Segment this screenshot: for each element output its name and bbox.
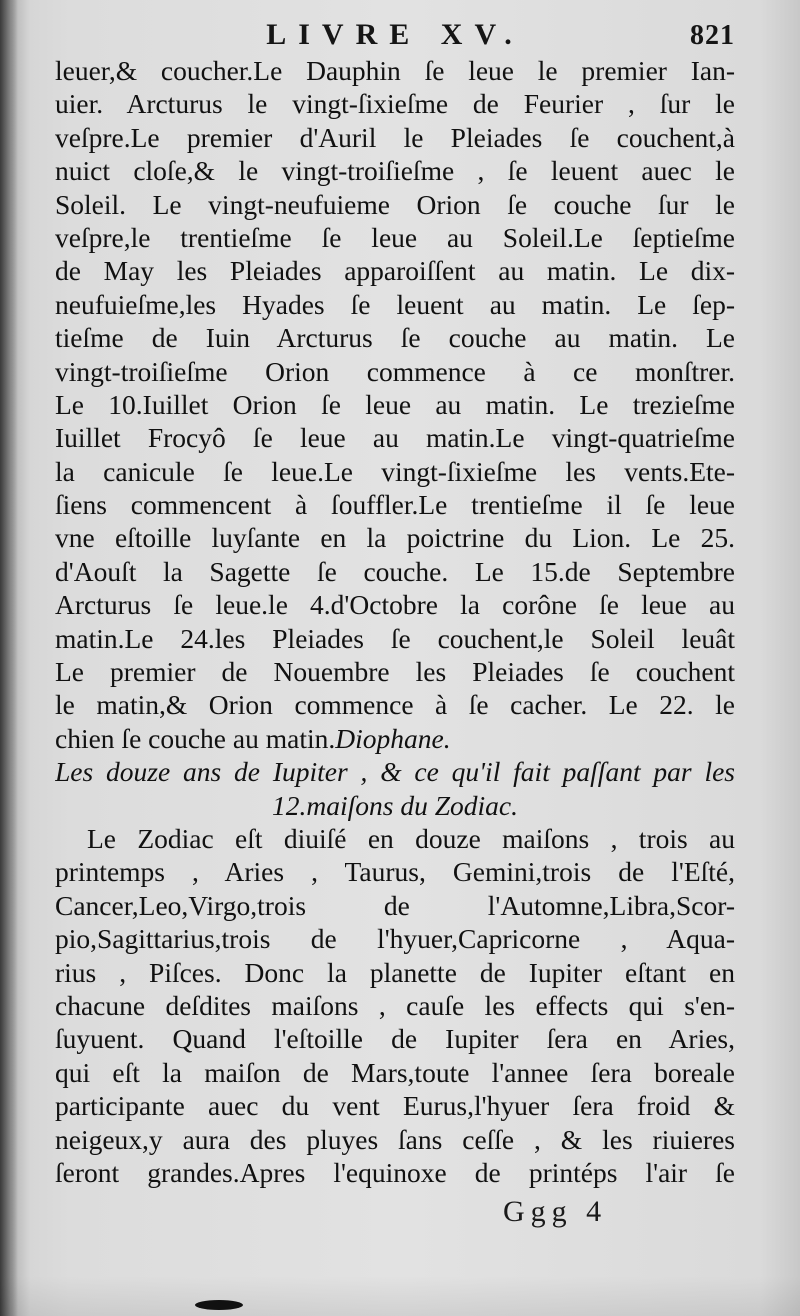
page-shadow (0, 1276, 800, 1316)
text-line: d'Aouſt la Sagette ſe couche. Le 15.de Septembre (55, 555, 735, 587)
text-line: neufuieſme,les Hyades ſe leuent au matin. Le ſep- (55, 288, 735, 320)
text-line: Le 10.Iuillet Orion ſe leue au matin. Le trezieſme (55, 388, 735, 420)
text-line: ſeront grandes.Apres l'equinoxe de printéps l'air ſe (55, 1156, 735, 1188)
text-line: ſuyuent. Quand l'eſtoille de Iupiter ſera en Aries, (55, 1023, 735, 1055)
text-line: Arcturus ſe leue.le 4.d'Octobre la corône ſe leue au (55, 589, 735, 621)
text-line: chacune deſdites maiſons , cauſe les effects qui s'en- (55, 989, 735, 1021)
paragraph-first-line: Le Zodiac eſt diuiſé en douze maiſons , trois au (87, 822, 735, 854)
text-line: qui eſt la maiſon de Mars,toute l'annee ſera boreale (55, 1056, 735, 1088)
text-line: vne eſtoille luyſante en la poictrine du Lion. Le 25. (55, 522, 735, 554)
text-line: tieſme de Iuin Arcturus ſe couche au matin. Le (55, 322, 735, 354)
text-line: Cancer,Leo,Virgo,trois de l'Automne,Libra,Scor- (55, 889, 735, 921)
text-line: vingt-troiſieſme Orion commence à ce monſtrer. (55, 355, 735, 387)
text-block (55, 54, 735, 1189)
page-header (55, 14, 735, 58)
text-line: matin.Le 24.les Pleiades ſe couchent,le Soleil leuât (55, 622, 735, 654)
catchword-signature: Ggg 4 (503, 1195, 608, 1228)
section-heading-cont: 12.maiſons du Zodiac. (272, 789, 518, 821)
author-attribution: Diophane. (335, 722, 451, 754)
text-line: Soleil. Le vingt-neufuieme Orion ſe couche ſur le (55, 188, 735, 220)
text-line: de May les Pleiades apparoiſſent au matin. Le dix- (55, 255, 735, 287)
text-line: neigeux,y aura des pluyes ſans ceſſe , & les riuieres (55, 1123, 735, 1155)
text-line: nuict cloſe,& le vingt-troiſieſme , ſe leuent auec le (55, 155, 735, 187)
text-line: leuer,& coucher.Le Dauphin ſe leue le premier Ian- (55, 55, 735, 86)
binding-gutter (0, 0, 18, 1316)
text-line: Iuillet Frocyô ſe leue au matin.Le vingt-quatrieſme (55, 422, 735, 454)
text-line-final (55, 722, 735, 755)
text-line: printemps , Aries , Taurus, Gemini,trois de l'Eſté, (55, 856, 735, 888)
text-line: pio,Sagittarius,trois de l'hyuer,Capricorne , Aqua- (55, 923, 735, 955)
text-line: Le premier de Nouembre les Pleiades ſe couchent (55, 656, 735, 688)
text-line: la canicule ſe leue.Le vingt-ſixieſme les vents.Ete- (55, 455, 735, 487)
text-line: veſpre,le trentieſme ſe leue au Soleil.Le ſeptieſme (55, 221, 735, 253)
text-line-roman: chien ſe couche au matin. (55, 722, 336, 754)
ink-mark (195, 1300, 243, 1310)
text-line: veſpre.Le premier d'Auril le Pleiades ſe couchent,à (55, 121, 735, 153)
text-line: ſiens commencent à ſouffler.Le trentieſme il ſe leue (55, 489, 735, 521)
text-line: participante auec du vent Eurus,l'hyuer ſera froid & (55, 1090, 735, 1122)
text-line: le matin,& Orion commence à ſe cacher. Le 22. le (55, 689, 735, 721)
text-line: rius , Piſces. Donc la planette de Iupiter eſtant en (55, 956, 735, 988)
text-line: uier. Arcturus le vingt-ſixieſme de Feurier , ſur le (55, 88, 735, 120)
running-title: LIVRE XV. (266, 18, 524, 51)
folio-number: 821 (690, 20, 735, 51)
section-heading: Les douze ans de Iupiter , & ce qu'il fait paſſant par les (55, 756, 735, 788)
